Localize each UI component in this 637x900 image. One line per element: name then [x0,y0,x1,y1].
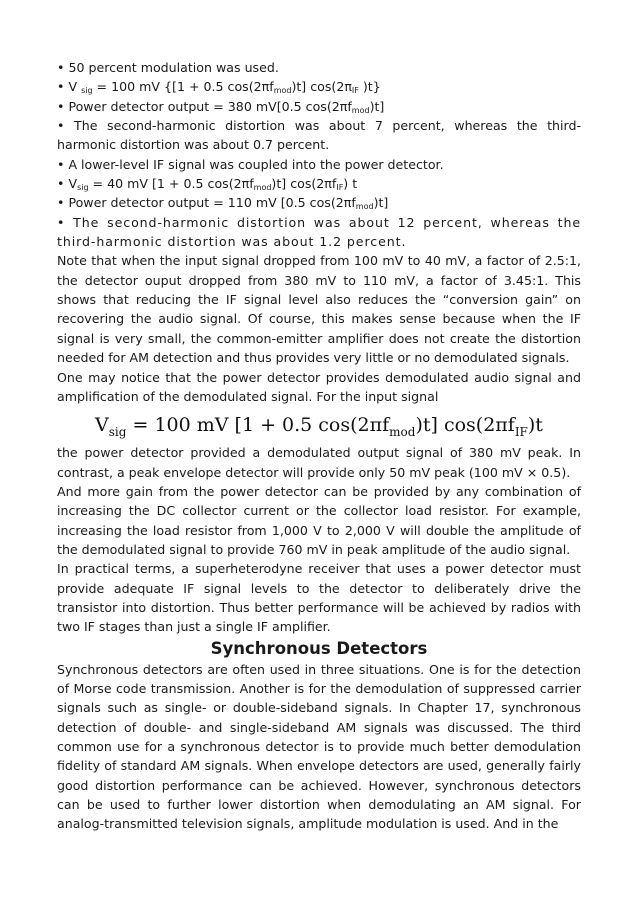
section-heading: Synchronous Detectors [210,638,428,658]
body-paragraph: the power detector provided a demodulated output signal of 380 mV peak. In contrast, a peak envelope detector will provide only 50 mV peak (100 mV × 0.5). [57,445,581,480]
bullet-text: $V_{sig} = 40$ mV [1 + 0.5 $\cos(2\pi f_{mod})t$] $\cos(2\pi f_{IF})$ t [68,176,358,193]
body-paragraph: And more gain from the power detector can be provided by any combination of increasing the DC collector current or the collector load resistor. For example, increasing the load resistor from 1,000 V to 2,000 V will double the amplitude of the demodulated signal to provide 760 mV in peak amplitude of the audio signal. [57,483,581,557]
bullet-item [57,174,581,193]
bullet-item [57,213,581,252]
bullet-text: Power detector output = 380 mV[0.5 $\cos(2\pi f_{mod})t$] [68,98,385,115]
bullet-item [57,193,581,212]
body-paragraph: One may notice that the power detector provides demodulated audio signal and amplification of the demodulated signal. For the input signal [57,369,581,404]
bullet-item [57,97,581,116]
equation: $V_{sig} = 100$ mV [1 + 0.5 $\cos(2\pi f_{mod})t$] $\cos(2\pi f_{IF})t$ [95,414,543,440]
body-paragraph: Note that when the input signal dropped from 100 mV to 40 mV, a factor of 2.5:1, the detector ouput dropped from 380 mV to 110 mV, a factor of 3.45:1. This shows that reducing the IF signal level also reduces the “conversion gain” on recovering the audio signal. Of course, this makes sense because when the IF signal is very small, the common-emitter amplifier does not create the distortion needed for AM detection and thus provides very little or no demodulated signals. [57,253,581,366]
bullet-item [57,77,581,96]
body-paragraph: Synchronous detectors are often used in three situations. One is for the detection of Morse code transmission. Another is for the demodulation of suppressed carrier signals such as single- or double-sideband signals. In Chapter 17, synchronous detection of double- and single-sideband AM signals was discussed. The third common use for a synchronous detector is to provide much better demodulation fidelity of standard AM signals. When envelope detectors are used, generally fairly good distortion performance can be achieved. However, synchronous detectors can be used to further lower distortion when demodulating an AM signal. For analog-transmitted television signals, amplitude modulation is used. And in the [57,661,581,832]
bullet-text: The second-harmonic distortion was about 12 percent, whereas the third-harmonic distortion was about 1.2 percent. [57,214,581,250]
bullet-item [57,155,581,174]
bullet-item [57,116,581,155]
bullet-text: The second-harmonic distortion was about 7 percent, whereas the third-harmonic distortion was about 0.7 percent. [57,118,581,153]
bullet-text: A lower-level IF signal was coupled into the power detector. [68,156,444,172]
bullet-text: Power detector output = 110 mV [0.5 $\cos(2\pi f_{mod})t$] [68,195,389,212]
document-page [57,58,581,834]
bullet-text: V $_{sig}$ = 100 mV {[1 + 0.5 $\cos(2\pi f_{mod})t$] $\cos(2\pi_{IF}$ )t} [68,79,381,96]
bullet-item: • 50 percent modulation was used. [57,58,581,77]
body-paragraph: In practical terms, a superheterodyne receiver that uses a power detector must provide adequate IF signal levels to the detector to deliberately drive the transistor into distortion. Thus better performance will be achieved by radios with two IF stages than just a single IF amplifier. [57,561,581,635]
